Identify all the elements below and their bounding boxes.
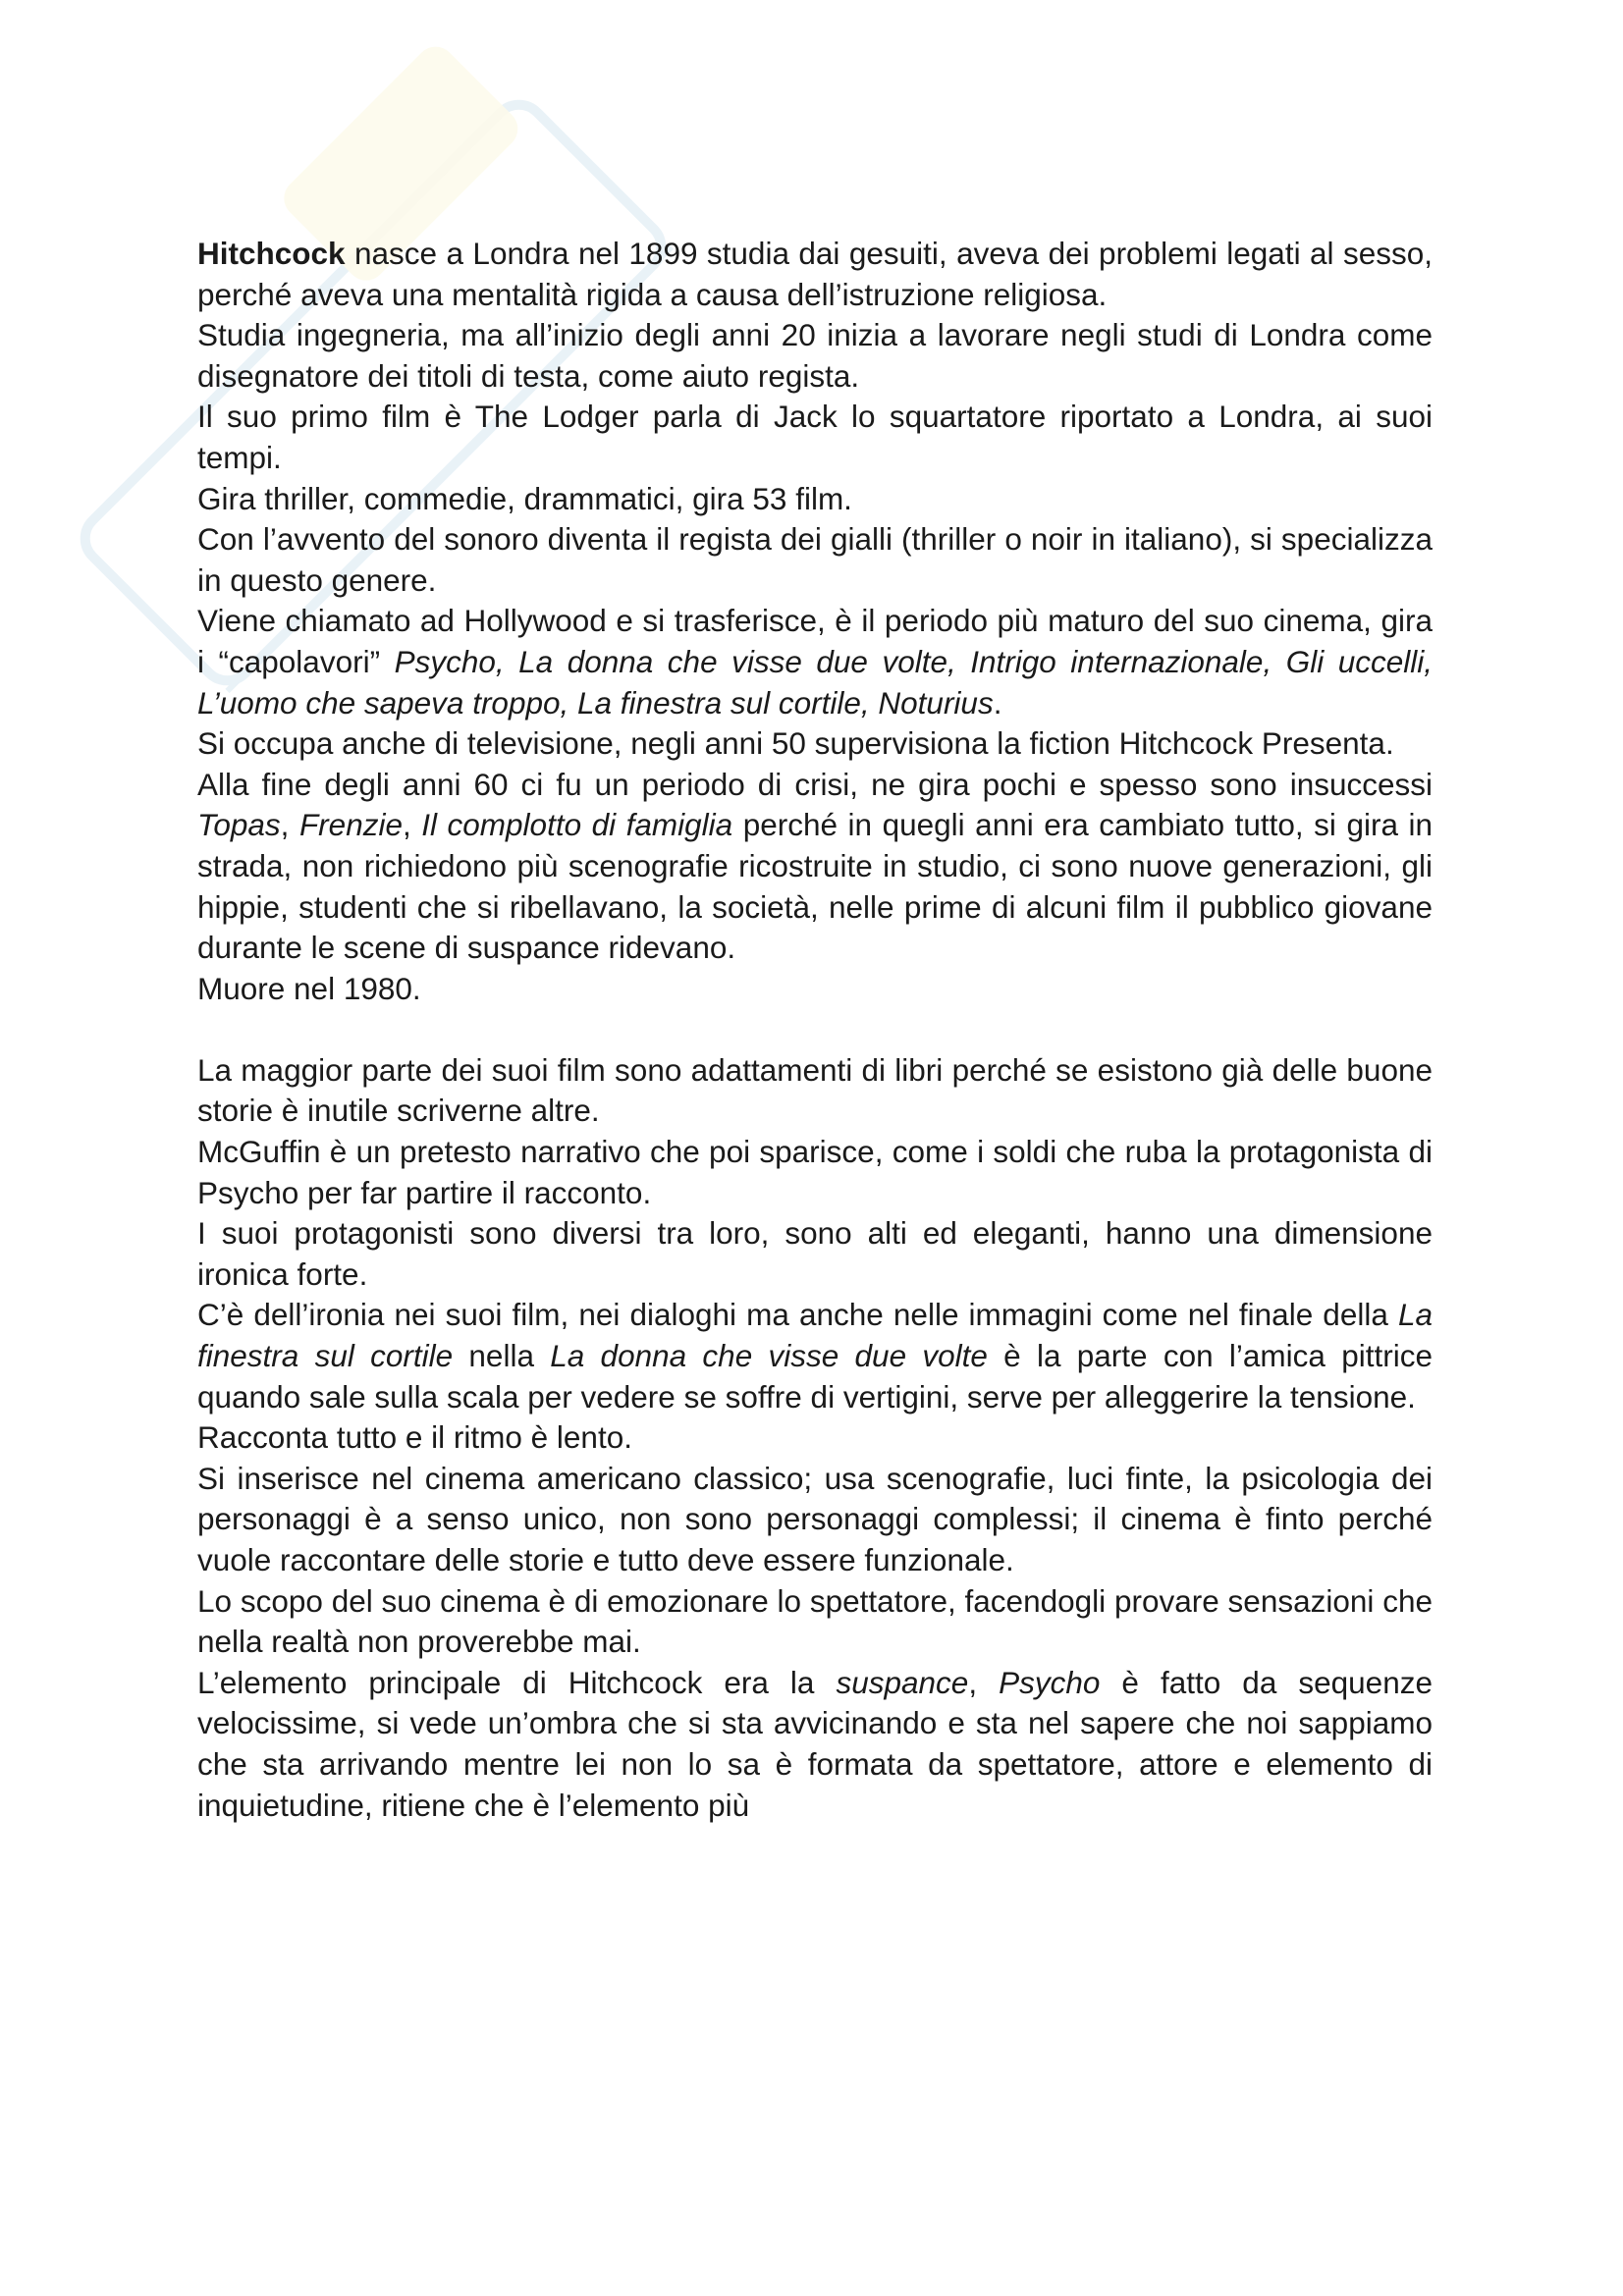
paragraph: Si occupa anche di televisione, negli anni 50 supervisiona la fiction Hitchcock Presenta. [197,725,1394,762]
paragraph: Racconta tutto e il ritmo è lento. [197,1419,632,1456]
paragraph: Si inserisce nel cinema americano classico; usa scenografie, luci finte, la psicologia dei personaggi è a senso unico, non sono personaggi complessi; il cinema è finto perché vuole raccontare delle storie e tutto deve essere funzionale. [197,1460,1433,1577]
document-body [197,234,1433,1826]
author-name: Hitchcock [197,236,346,271]
paragraph: Lo scopo del suo cinema è di emozionare lo spettatore, facendogli provare sensazioni che nella realtà non proverebbe mai. [197,1582,1433,1660]
paragraph: Hitchcock nasce a Londra nel 1899 studia dai gesuiti, aveva dei problemi legati al sesso, perché aveva una mentalità rigida a causa dell’istruzione religiosa. [197,236,1433,312]
paragraph: I suoi protagonisti sono diversi tra loro, sono alti ed eleganti, hanno una dimensione ironica forte. [197,1215,1433,1292]
paragraph: Alla fine degli anni 60 ci fu un periodo di crisi, ne gira pochi e spesso sono insuccessi Topas, Frenzie, Il complotto di famiglia perché in quegli anni era cambiato tutto, si gira in strada, non richiedono più scenografie ricostruite in studio, ci sono nuove generazioni, gli hippie, studenti che si ribellavano, la società, nelle prime di alcuni film il pubblico giovane durante le scene di suspance ridevano. [197,766,1434,966]
film-title: Frenzie [298,807,403,843]
paragraph: Studia ingegneria, ma all’inizio degli anni 20 inizia a lavorare negli studi di Londra come disegnatore dei titoli di testa, come aiuto regista. [197,317,1433,394]
paragraph: Con l’avvento del sonoro diventa il regista dei gialli (thriller o noir in italiano), si specializza in questo genere. [197,521,1433,598]
term: suspance [836,1664,969,1700]
paragraph-spacer [197,1009,1433,1050]
film-titles: Psycho, La donna che visse due volte, Intrigo internazionale, Gli uccelli, L’uomo che sapeva troppo, La finestra sul cortile, Noturius [197,643,1434,721]
film-title: Psycho [999,1664,1101,1700]
paragraph: McGuffin è un pretesto narrativo che poi sparisce, come i soldi che ruba la protagonista di Psycho per far partire il racconto. [197,1134,1433,1210]
paragraph: L’elemento principale di Hitchcock era la suspance, Psycho è fatto da sequenze velocissime, si vede un’ombra che si sta avvicinando e sta nel sapere che noi sappiamo che sta arrivando mentre lei non lo sa è formata da spettatore, attore e elemento di inquietudine, ritiene che è l’elemento più [197,1664,1433,1823]
paragraph: Il suo primo film è The Lodger parla di Jack lo squartatore riportato a Londra, ai suoi tempi. [197,399,1433,475]
paragraph: La maggior parte dei suoi film sono adattamenti di libri perché se esistono già delle buone storie è inutile scriverne altre. [197,1051,1433,1129]
paragraph: C’è dell’ironia nei suoi film, nei dialoghi ma anche nelle immagini come nel finale della La finestra sul cortile nella La donna che visse due volte è la parte con l’amica pittrice quando sale sulla scala per vedere se soffre di vertigini, serve per alleggerire la tensione. [197,1297,1433,1415]
paragraph: Gira thriller, commedie, drammatici, gira 53 film. [197,480,852,516]
film-title: La finestra sul cortile [197,1297,1433,1374]
film-title: La donna che visse due volte [550,1338,988,1374]
film-title: Il complotto di famiglia [421,807,733,843]
film-title: Topas [197,807,281,843]
paragraph: Viene chiamato ad Hollywood e si trasferisce, è il periodo più maturo del suo cinema, gira i “capolavori” Psycho, La donna che visse due volte, Intrigo internazionale, Gli uccelli, L’uomo che sapeva troppo, La finestra sul cortile, Noturius. [197,603,1434,721]
paragraph: Muore nel 1980. [197,970,421,1006]
